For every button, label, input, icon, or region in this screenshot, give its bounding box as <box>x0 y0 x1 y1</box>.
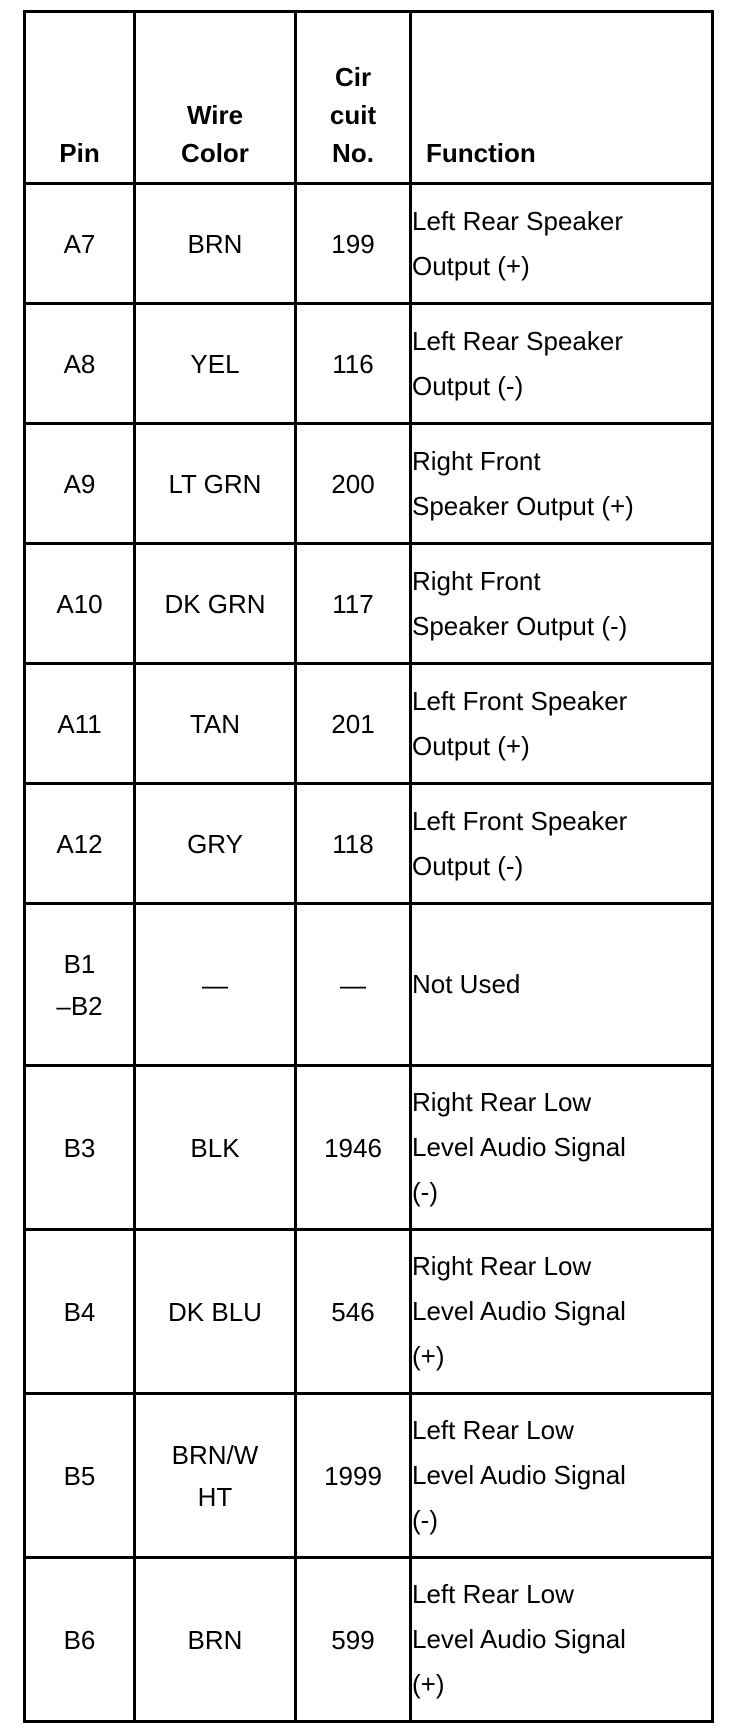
function-cell: Right Rear Low Level Audio Signal (-) <box>411 1066 713 1230</box>
circuit-cell: — <box>296 904 411 1066</box>
wire-color-cell: GRY <box>135 784 296 904</box>
function-cell: Left Rear Low Level Audio Signal (-) <box>411 1394 713 1558</box>
pin-cell: B4 <box>25 1230 135 1394</box>
table-row <box>25 184 713 304</box>
pin-cell: A9 <box>25 424 135 544</box>
pin-cell: B6 <box>25 1558 135 1722</box>
table-row <box>25 1394 713 1558</box>
table-row <box>25 1066 713 1230</box>
table-row <box>25 904 713 1066</box>
pin-table <box>23 10 714 1723</box>
wire-color-cell: DK GRN <box>135 544 296 664</box>
circuit-cell: 117 <box>296 544 411 664</box>
circuit-cell: 1946 <box>296 1066 411 1230</box>
header-function: Function <box>411 12 713 184</box>
pin-cell: A7 <box>25 184 135 304</box>
pin-cell: A12 <box>25 784 135 904</box>
function-cell: Left Rear Speaker Output (+) <box>411 184 713 304</box>
pin-cell: B1 –B2 <box>25 904 135 1066</box>
wire-color-cell: BRN <box>135 1558 296 1722</box>
pin-cell: B5 <box>25 1394 135 1558</box>
pin-cell: A8 <box>25 304 135 424</box>
table-row <box>25 544 713 664</box>
table-row <box>25 784 713 904</box>
function-cell: Left Rear Low Level Audio Signal (+) <box>411 1558 713 1722</box>
wire-color-cell: LT GRN <box>135 424 296 544</box>
table-row <box>25 1558 713 1722</box>
wire-color-cell: BLK <box>135 1066 296 1230</box>
wire-color-cell: TAN <box>135 664 296 784</box>
function-cell: Right Front Speaker Output (+) <box>411 424 713 544</box>
table-row <box>25 424 713 544</box>
circuit-cell: 199 <box>296 184 411 304</box>
table-header-row <box>25 12 713 184</box>
function-cell: Left Front Speaker Output (-) <box>411 784 713 904</box>
circuit-cell: 201 <box>296 664 411 784</box>
table-row <box>25 1230 713 1394</box>
function-cell: Left Rear Speaker Output (-) <box>411 304 713 424</box>
wire-color-cell: DK BLU <box>135 1230 296 1394</box>
pin-cell: A11 <box>25 664 135 784</box>
wire-color-cell: BRN <box>135 184 296 304</box>
header-pin: Pin <box>25 12 135 184</box>
header-circuit-no: Cir cuit No. <box>296 12 411 184</box>
wire-color-cell: — <box>135 904 296 1066</box>
circuit-cell: 599 <box>296 1558 411 1722</box>
function-cell: Not Used <box>411 904 713 1066</box>
function-cell: Right Front Speaker Output (-) <box>411 544 713 664</box>
pin-cell: A10 <box>25 544 135 664</box>
circuit-cell: 1999 <box>296 1394 411 1558</box>
wire-color-cell: BRN/W HT <box>135 1394 296 1558</box>
wire-color-cell: YEL <box>135 304 296 424</box>
circuit-cell: 118 <box>296 784 411 904</box>
function-cell: Right Rear Low Level Audio Signal (+) <box>411 1230 713 1394</box>
header-wire-color: Wire Color <box>135 12 296 184</box>
pin-cell: B3 <box>25 1066 135 1230</box>
function-cell: Left Front Speaker Output (+) <box>411 664 713 784</box>
table-row <box>25 304 713 424</box>
table-row <box>25 664 713 784</box>
circuit-cell: 116 <box>296 304 411 424</box>
circuit-cell: 200 <box>296 424 411 544</box>
circuit-cell: 546 <box>296 1230 411 1394</box>
